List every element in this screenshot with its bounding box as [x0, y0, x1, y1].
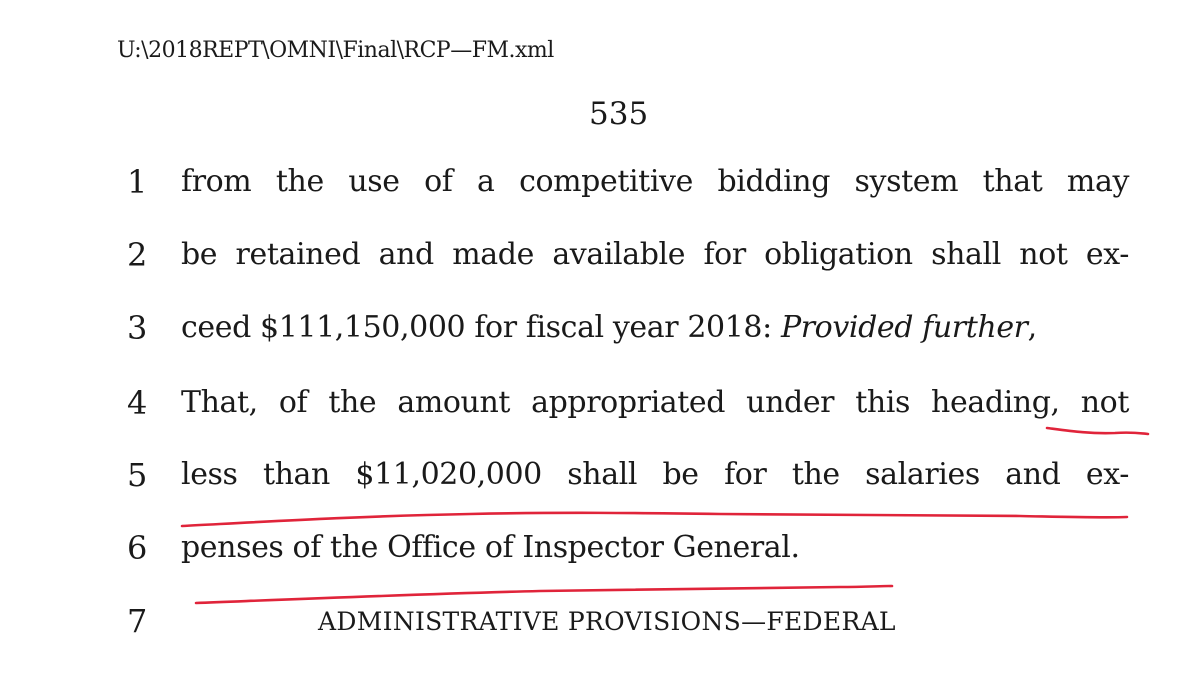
line-text-2: be retained and made available for obligation shall not ex-: [181, 237, 1129, 272]
line-number-1: 1: [127, 163, 148, 201]
line-text-3: [181, 308, 1129, 348]
line-number-2: 2: [127, 236, 148, 274]
provided-further-italic: Provided further: [780, 310, 1028, 345]
line-number-6: 6: [127, 529, 148, 567]
underline-line-5: [182, 513, 1127, 526]
line-number-3: 3: [127, 309, 148, 347]
line-number-5: 5: [127, 456, 148, 494]
line-text-3-plain: ceed $111,150,000 for fiscal year 2018:: [181, 310, 781, 345]
line-text-4: That, of the amount appropriated under this heading, not: [181, 385, 1129, 420]
line-number-4: 4: [127, 384, 148, 422]
page-number: 535: [589, 96, 649, 132]
line-text-3-comma: ,: [1027, 310, 1037, 345]
underline-not: [1047, 428, 1148, 434]
line-text-6: penses of the Office of Inspector General.: [181, 530, 800, 565]
line-text-5: less than $11,020,000 shall be for the salaries and ex-: [181, 457, 1129, 492]
underline-line-6: [196, 586, 892, 603]
line-text-1: from the use of a competitive bidding system that may: [181, 164, 1129, 199]
section-heading: ADMINISTRATIVE PROVISIONS—FEDERAL: [318, 607, 896, 636]
line-number-7: 7: [127, 602, 148, 640]
file-path-header: U:\2018REPT\OMNI\Final\RCP—FM.xml: [117, 38, 554, 63]
